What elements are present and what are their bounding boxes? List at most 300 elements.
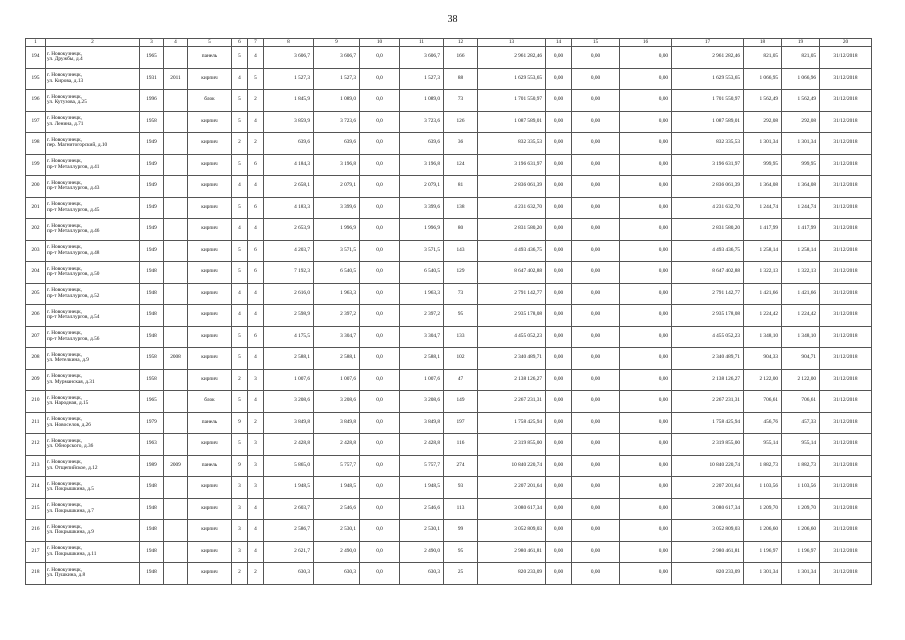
address-street: ул. Отщепийское, д.12 xyxy=(47,464,98,471)
cell-mat: кирпич xyxy=(188,68,232,90)
cell-d: 6 540,5 xyxy=(400,262,444,284)
cell-tot: 2 319 855,00 xyxy=(672,434,744,456)
cell-z3: 0,00 xyxy=(620,563,672,585)
cell-sum: 2 340 489,71 xyxy=(478,348,546,370)
page-number: 38 xyxy=(447,14,458,25)
cell-date: 31/12/2018 xyxy=(820,176,872,198)
cell-f: 3 xyxy=(232,477,248,499)
address-cell xyxy=(46,391,140,413)
cell-tot: 2 138 126,27 xyxy=(672,369,744,391)
cell-year: 1948 xyxy=(140,283,164,305)
cell-n: 198 xyxy=(26,133,46,155)
column-header: 5 xyxy=(188,39,232,47)
address-city: г. Новокузнецк, xyxy=(47,115,82,122)
cell-u2: 1 224,42 xyxy=(782,305,820,327)
column-header: 1 xyxy=(26,39,46,47)
cell-p: 124 xyxy=(444,154,478,176)
cell-d: 3 399,6 xyxy=(400,197,444,219)
cell-z3: 0,00 xyxy=(620,434,672,456)
cell-u2: 1 364,08 xyxy=(782,176,820,198)
cell-d: 2 428,8 xyxy=(400,434,444,456)
cell-z1: 0,00 xyxy=(546,90,572,112)
cell-year: 1958 xyxy=(140,348,164,370)
address-street: пр-т Металлургов, д.43 xyxy=(47,185,100,192)
cell-u2: 1 421,66 xyxy=(782,283,820,305)
cell-f: 5 xyxy=(232,197,248,219)
cell-z1: 0,00 xyxy=(546,111,572,133)
cell-u2: 292,08 xyxy=(782,111,820,133)
cell-f: 5 xyxy=(232,391,248,413)
cell-u2: 1 196,97 xyxy=(782,541,820,563)
cell-z2: 0,00 xyxy=(572,305,620,327)
cell-tot: 2 836 061,39 xyxy=(672,176,744,198)
cell-e: 4 xyxy=(248,348,264,370)
cell-c: 0,0 xyxy=(360,240,400,262)
cell-a: 2 588,1 xyxy=(264,348,314,370)
cell-z2: 0,00 xyxy=(572,391,620,413)
table-row xyxy=(26,133,872,155)
cell-a: 1 845,9 xyxy=(264,90,314,112)
cell-sum: 10 840 220,74 xyxy=(478,455,546,477)
cell-date: 31/12/2018 xyxy=(820,240,872,262)
cell-n: 216 xyxy=(26,520,46,542)
cell-a: 4 184,3 xyxy=(264,154,314,176)
cell-b: 2 428,8 xyxy=(314,434,360,456)
cell-year: 1989 xyxy=(140,455,164,477)
cell-n: 202 xyxy=(26,219,46,241)
column-header: 6 xyxy=(232,39,248,47)
table-row xyxy=(26,176,872,198)
table-row xyxy=(26,477,872,499)
cell-year2 xyxy=(164,326,188,348)
cell-date: 31/12/2018 xyxy=(820,154,872,176)
cell-tot: 1 629 553,65 xyxy=(672,68,744,90)
cell-n: 215 xyxy=(26,498,46,520)
cell-sum: 1 701 550,97 xyxy=(478,90,546,112)
cell-z3: 0,00 xyxy=(620,283,672,305)
cell-mat: кирпич xyxy=(188,520,232,542)
cell-z2: 0,00 xyxy=(572,541,620,563)
address-cell xyxy=(46,283,140,305)
cell-year2 xyxy=(164,434,188,456)
cell-b: 2 588,1 xyxy=(314,348,360,370)
cell-c: 0,0 xyxy=(360,563,400,585)
cell-z3: 0,00 xyxy=(620,90,672,112)
cell-u1: 1 322,13 xyxy=(744,262,782,284)
address-street: ул. Народная, д.15 xyxy=(47,400,89,407)
cell-z3: 0,00 xyxy=(620,154,672,176)
cell-year: 1949 xyxy=(140,197,164,219)
table-body xyxy=(26,47,872,585)
cell-tot: 4 231 632,70 xyxy=(672,197,744,219)
cell-year: 1963 xyxy=(140,434,164,456)
cell-d: 3 304,7 xyxy=(400,326,444,348)
cell-z3: 0,00 xyxy=(620,197,672,219)
cell-sum: 3 052 809,03 xyxy=(478,520,546,542)
cell-z3: 0,00 xyxy=(620,391,672,413)
cell-n: 209 xyxy=(26,369,46,391)
cell-z1: 0,00 xyxy=(546,348,572,370)
cell-sum: 2 207 201,64 xyxy=(478,477,546,499)
address-city: г. Новокузнецк, xyxy=(47,179,82,186)
address-street: пр-т Металлургов, д.41 xyxy=(47,163,100,170)
cell-year2 xyxy=(164,197,188,219)
cell-n: 203 xyxy=(26,240,46,262)
cell-d: 3 723,6 xyxy=(400,111,444,133)
cell-sum: 2 138 126,27 xyxy=(478,369,546,391)
cell-year2 xyxy=(164,154,188,176)
cell-year: 1979 xyxy=(140,412,164,434)
cell-p: 197 xyxy=(444,412,478,434)
cell-c: 0,0 xyxy=(360,498,400,520)
cell-mat: кирпич xyxy=(188,133,232,155)
cell-p: 129 xyxy=(444,262,478,284)
cell-mat: кирпич xyxy=(188,369,232,391)
cell-u2: 1 066,96 xyxy=(782,68,820,90)
cell-n: 194 xyxy=(26,47,46,69)
column-header: 12 xyxy=(444,39,478,47)
cell-sum: 2 980 461,81 xyxy=(478,541,546,563)
cell-year2 xyxy=(164,305,188,327)
cell-date: 31/12/2018 xyxy=(820,262,872,284)
cell-z1: 0,00 xyxy=(546,133,572,155)
cell-u1: 1 417,99 xyxy=(744,219,782,241)
cell-f: 4 xyxy=(232,68,248,90)
address-city: г. Новокузнецк, xyxy=(47,459,82,466)
table-row xyxy=(26,369,872,391)
cell-b: 1 963,3 xyxy=(314,283,360,305)
cell-n: 214 xyxy=(26,477,46,499)
cell-z2: 0,00 xyxy=(572,477,620,499)
cell-b: 3 304,7 xyxy=(314,326,360,348)
cell-z1: 0,00 xyxy=(546,283,572,305)
cell-tot: 2 207 201,64 xyxy=(672,477,744,499)
cell-mat: панель xyxy=(188,412,232,434)
cell-z1: 0,00 xyxy=(546,262,572,284)
cell-u1: 292,08 xyxy=(744,111,782,133)
address-city: г. Новокузнецк, xyxy=(47,158,82,165)
cell-z3: 0,00 xyxy=(620,176,672,198)
cell-year2 xyxy=(164,176,188,198)
address-cell xyxy=(46,541,140,563)
cell-u2: 999,95 xyxy=(782,154,820,176)
cell-e: 6 xyxy=(248,154,264,176)
cell-z2: 0,00 xyxy=(572,520,620,542)
cell-tot: 3 196 631,97 xyxy=(672,154,744,176)
cell-f: 5 xyxy=(232,326,248,348)
cell-a: 3 859,9 xyxy=(264,111,314,133)
cell-f: 5 xyxy=(232,240,248,262)
cell-e: 4 xyxy=(248,498,264,520)
address-city: г. Новокузнецк, xyxy=(47,523,82,530)
cell-z3: 0,00 xyxy=(620,369,672,391)
table-row xyxy=(26,111,872,133)
cell-e: 4 xyxy=(248,541,264,563)
cell-date: 31/12/2018 xyxy=(820,434,872,456)
cell-mat: блок xyxy=(188,391,232,413)
address-cell xyxy=(46,90,140,112)
address-street: ул. Пушкина, д.8 xyxy=(47,572,86,579)
cell-z3: 0,00 xyxy=(620,498,672,520)
table-row xyxy=(26,520,872,542)
table-row xyxy=(26,262,872,284)
cell-e: 4 xyxy=(248,47,264,69)
cell-e: 4 xyxy=(248,283,264,305)
cell-n: 212 xyxy=(26,434,46,456)
cell-p: 95 xyxy=(444,305,478,327)
cell-date: 31/12/2018 xyxy=(820,197,872,219)
address-street: ул. Обнорского, д.36 xyxy=(47,443,94,450)
cell-tot: 820 233,09 xyxy=(672,563,744,585)
cell-a: 2 586,7 xyxy=(264,520,314,542)
cell-z1: 0,00 xyxy=(546,219,572,241)
cell-n: 210 xyxy=(26,391,46,413)
cell-year2 xyxy=(164,412,188,434)
cell-date: 31/12/2018 xyxy=(820,90,872,112)
cell-sum: 1 629 553,65 xyxy=(478,68,546,90)
cell-u1: 1 301,34 xyxy=(744,563,782,585)
cell-p: 47 xyxy=(444,369,478,391)
cell-year2 xyxy=(164,283,188,305)
cell-n: 206 xyxy=(26,305,46,327)
cell-c: 0,0 xyxy=(360,477,400,499)
cell-u2: 1 562,49 xyxy=(782,90,820,112)
cell-mat: кирпич xyxy=(188,219,232,241)
table-row xyxy=(26,563,872,585)
cell-mat: кирпич xyxy=(188,197,232,219)
cell-z1: 0,00 xyxy=(546,563,572,585)
cell-d: 1 996,9 xyxy=(400,219,444,241)
address-cell xyxy=(46,498,140,520)
cell-z1: 0,00 xyxy=(546,47,572,69)
cell-u2: 1 244,74 xyxy=(782,197,820,219)
cell-d: 3 606,7 xyxy=(400,47,444,69)
cell-z2: 0,00 xyxy=(572,240,620,262)
cell-u2: 1 301,34 xyxy=(782,133,820,155)
cell-year: 1958 xyxy=(140,369,164,391)
cell-year2 xyxy=(164,477,188,499)
cell-tot: 2 340 489,71 xyxy=(672,348,744,370)
cell-f: 4 xyxy=(232,219,248,241)
cell-tot: 2 961 282,46 xyxy=(672,47,744,69)
cell-year2: 2011 xyxy=(164,68,188,90)
cell-z1: 0,00 xyxy=(546,434,572,456)
cell-d: 2 490,0 xyxy=(400,541,444,563)
cell-tot: 3 080 617,34 xyxy=(672,498,744,520)
cell-mat: кирпич xyxy=(188,305,232,327)
table-row xyxy=(26,90,872,112)
cell-year: 1948 xyxy=(140,326,164,348)
cell-year2: 2008 xyxy=(164,348,188,370)
cell-c: 0,0 xyxy=(360,412,400,434)
cell-n: 205 xyxy=(26,283,46,305)
cell-sum: 2 791 142,77 xyxy=(478,283,546,305)
cell-date: 31/12/2018 xyxy=(820,477,872,499)
cell-c: 0,0 xyxy=(360,541,400,563)
cell-sum: 1 087 589,01 xyxy=(478,111,546,133)
cell-u1: 1 103,56 xyxy=(744,477,782,499)
cell-year2: 2009 xyxy=(164,455,188,477)
address-street: ул. Дружбы, д.4 xyxy=(47,56,83,63)
cell-p: 274 xyxy=(444,455,478,477)
address-cell xyxy=(46,219,140,241)
cell-p: 88 xyxy=(444,68,478,90)
table-row xyxy=(26,240,872,262)
cell-b: 6 540,5 xyxy=(314,262,360,284)
cell-a: 2 598,9 xyxy=(264,305,314,327)
address-city: г. Новокузнецк, xyxy=(47,437,82,444)
cell-sum: 1 758 425,94 xyxy=(478,412,546,434)
cell-sum: 4 493 436,75 xyxy=(478,240,546,262)
cell-mat: кирпич xyxy=(188,176,232,198)
cell-d: 1 527,3 xyxy=(400,68,444,90)
cell-u1: 456,76 xyxy=(744,412,782,434)
cell-mat: кирпич xyxy=(188,111,232,133)
address-city: г. Новокузнецк, xyxy=(47,244,82,251)
cell-e: 6 xyxy=(248,262,264,284)
cell-p: 113 xyxy=(444,498,478,520)
table-row xyxy=(26,541,872,563)
cell-year: 1965 xyxy=(140,47,164,69)
address-cell xyxy=(46,520,140,542)
cell-z3: 0,00 xyxy=(620,133,672,155)
cell-p: 116 xyxy=(444,434,478,456)
address-city: г. Новокузнецк, xyxy=(47,502,82,509)
cell-year2 xyxy=(164,133,188,155)
cell-a: 630,3 xyxy=(264,563,314,585)
cell-a: 3 606,7 xyxy=(264,47,314,69)
cell-p: 99 xyxy=(444,520,478,542)
cell-d: 3 196,8 xyxy=(400,154,444,176)
cell-a: 2 616,0 xyxy=(264,283,314,305)
cell-tot: 4 455 052,23 xyxy=(672,326,744,348)
cell-u2: 1 206,60 xyxy=(782,520,820,542)
cell-z3: 0,00 xyxy=(620,412,672,434)
cell-year2 xyxy=(164,391,188,413)
cell-mat: кирпич xyxy=(188,498,232,520)
address-street: ул. Покрышкина, д.9 xyxy=(47,529,94,536)
cell-f: 3 xyxy=(232,520,248,542)
cell-date: 31/12/2018 xyxy=(820,305,872,327)
address-cell xyxy=(46,412,140,434)
cell-date: 31/12/2018 xyxy=(820,47,872,69)
table-row xyxy=(26,391,872,413)
cell-u1: 1 562,49 xyxy=(744,90,782,112)
cell-f: 3 xyxy=(232,541,248,563)
cell-sum: 2 935 178,08 xyxy=(478,305,546,327)
cell-n: 217 xyxy=(26,541,46,563)
address-cell xyxy=(46,305,140,327)
cell-c: 0,0 xyxy=(360,133,400,155)
cell-year2 xyxy=(164,90,188,112)
cell-u1: 2 122,00 xyxy=(744,369,782,391)
cell-date: 31/12/2018 xyxy=(820,369,872,391)
address-city: г. Новокузнецк, xyxy=(47,287,82,294)
cell-f: 4 xyxy=(232,176,248,198)
cell-year: 1948 xyxy=(140,520,164,542)
cell-sum: 2 267 231,31 xyxy=(478,391,546,413)
cell-year2 xyxy=(164,541,188,563)
cell-e: 4 xyxy=(248,176,264,198)
cell-d: 3 208,6 xyxy=(400,391,444,413)
cell-c: 0,0 xyxy=(360,326,400,348)
cell-b: 3 196,8 xyxy=(314,154,360,176)
cell-e: 6 xyxy=(248,197,264,219)
cell-p: 36 xyxy=(444,133,478,155)
address-street: пр-т Металлургов, д.50 xyxy=(47,271,100,278)
cell-d: 1 963,3 xyxy=(400,283,444,305)
column-header: 2 xyxy=(46,39,140,47)
address-city: г. Новокузнецк, xyxy=(47,351,82,358)
table-row xyxy=(26,154,872,176)
cell-year2 xyxy=(164,262,188,284)
cell-u1: 904,33 xyxy=(744,348,782,370)
cell-p: 95 xyxy=(444,541,478,563)
cell-year2 xyxy=(164,520,188,542)
address-city: г. Новокузнецк, xyxy=(47,566,82,573)
cell-sum: 3 080 617,34 xyxy=(478,498,546,520)
table-row xyxy=(26,412,872,434)
cell-z1: 0,00 xyxy=(546,68,572,90)
cell-u1: 1 244,74 xyxy=(744,197,782,219)
cell-z1: 0,00 xyxy=(546,412,572,434)
cell-n: 199 xyxy=(26,154,46,176)
address-cell xyxy=(46,111,140,133)
cell-u1: 955,14 xyxy=(744,434,782,456)
cell-n: 200 xyxy=(26,176,46,198)
cell-year: 1948 xyxy=(140,305,164,327)
cell-u2: 1 322,13 xyxy=(782,262,820,284)
cell-year: 1996 xyxy=(140,90,164,112)
cell-year2 xyxy=(164,563,188,585)
address-street: пер. Магнитогорский, д.10 xyxy=(47,142,108,149)
cell-e: 2 xyxy=(248,90,264,112)
cell-c: 0,0 xyxy=(360,47,400,69)
cell-year: 1931 xyxy=(140,68,164,90)
cell-a: 7 192,3 xyxy=(264,262,314,284)
cell-c: 0,0 xyxy=(360,283,400,305)
cell-z1: 0,00 xyxy=(546,455,572,477)
cell-year: 1948 xyxy=(140,498,164,520)
table-row xyxy=(26,434,872,456)
cell-c: 0,0 xyxy=(360,262,400,284)
cell-sum: 2 319 855,00 xyxy=(478,434,546,456)
cell-p: 166 xyxy=(444,47,478,69)
address-street: ул. Покрышкина, д.5 xyxy=(47,486,94,493)
cell-sum: 2 831 580,20 xyxy=(478,219,546,241)
cell-p: 25 xyxy=(444,563,478,585)
cell-z2: 0,00 xyxy=(572,455,620,477)
cell-tot: 2 980 461,81 xyxy=(672,541,744,563)
cell-z2: 0,00 xyxy=(572,283,620,305)
cell-z3: 0,00 xyxy=(620,477,672,499)
cell-p: 149 xyxy=(444,391,478,413)
cell-u2: 1 103,56 xyxy=(782,477,820,499)
address-street: ул. Мурманская, д.31 xyxy=(47,378,95,385)
cell-d: 5 757,7 xyxy=(400,455,444,477)
table-row xyxy=(26,455,872,477)
cell-tot: 2 791 142,77 xyxy=(672,283,744,305)
cell-u2: 706,61 xyxy=(782,391,820,413)
cell-d: 3 849,8 xyxy=(400,412,444,434)
cell-sum: 2 961 282,46 xyxy=(478,47,546,69)
cell-year: 1965 xyxy=(140,391,164,413)
cell-z2: 0,00 xyxy=(572,326,620,348)
column-header: 20 xyxy=(820,39,872,47)
cell-e: 5 xyxy=(248,68,264,90)
address-cell xyxy=(46,369,140,391)
cell-p: 133 xyxy=(444,326,478,348)
